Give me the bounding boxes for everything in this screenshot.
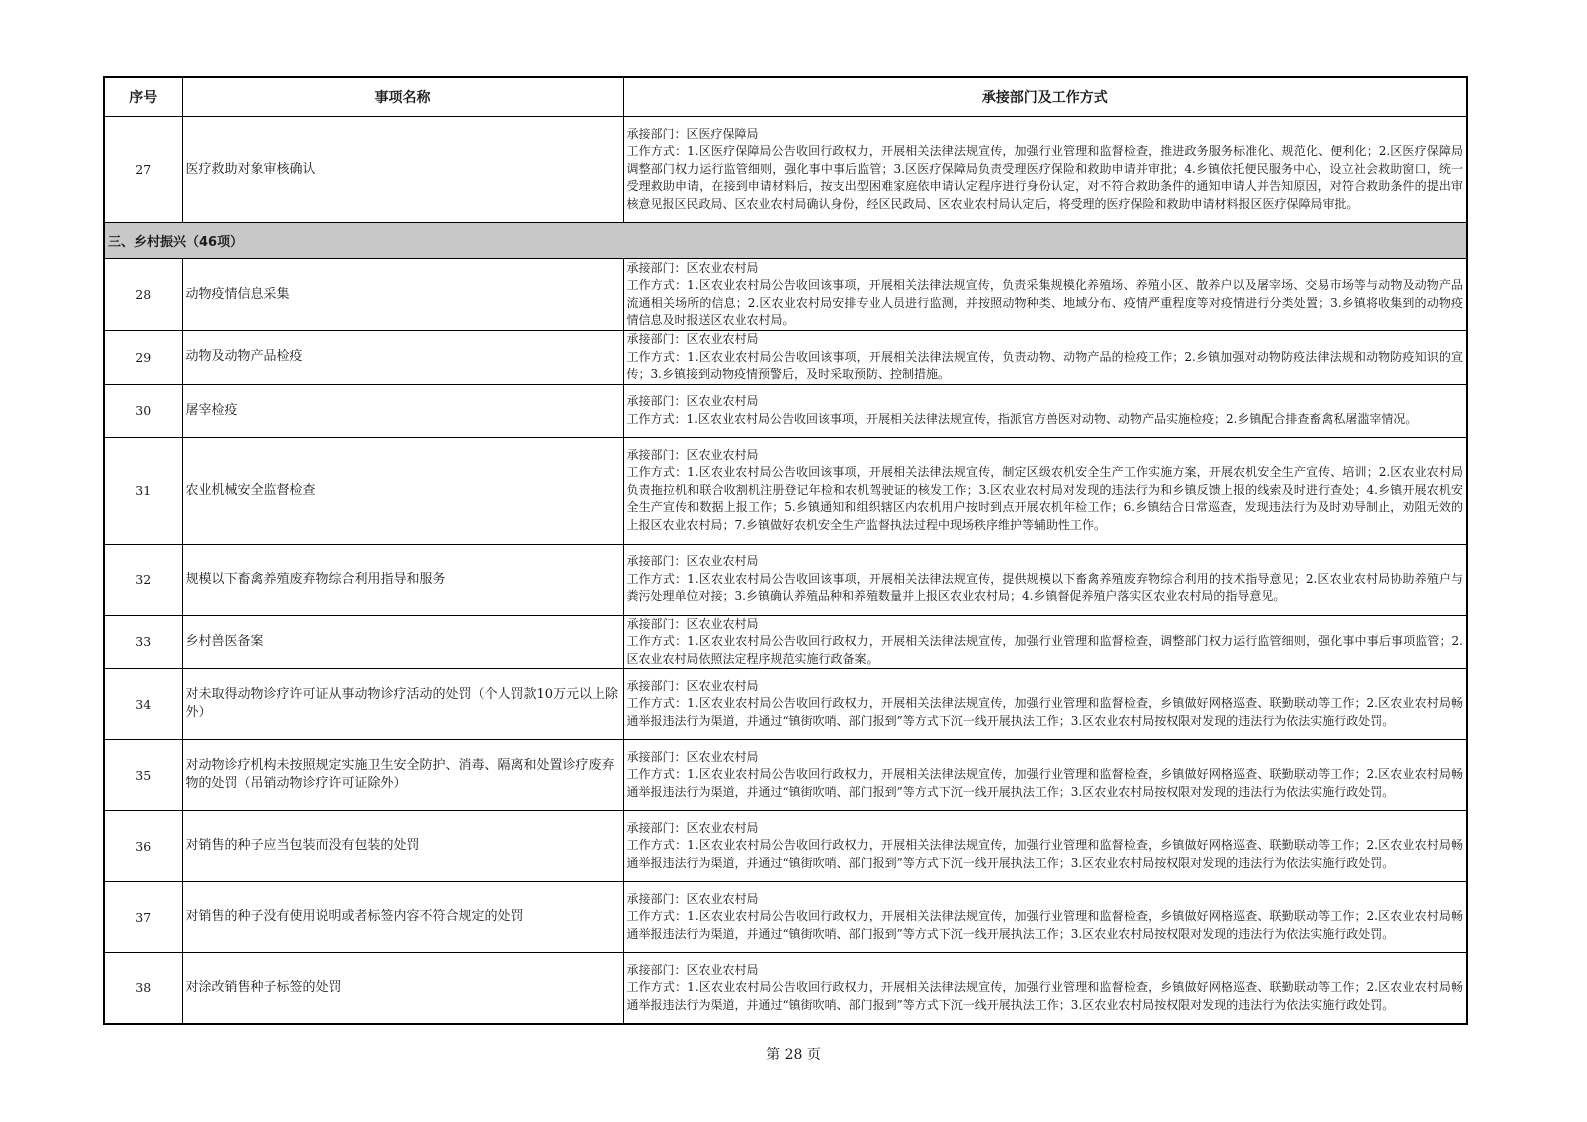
dept-method-cell [623,117,1467,223]
row-number: 29 [104,331,182,385]
method-text: 工作方式：1.区农业农村局公告收回该事项，开展相关法律法规宣传，指派官方兽医对动物、动物产品实施检疫；2.乡镇配合排查畜禽私屠滥宰情况。 [626,411,1418,426]
dept-method-cell [623,953,1467,1024]
item-name: 对涂改销售种子标签的处罚 [182,953,623,1024]
method-text: 工作方式：1.区农业农村局公告收回行政权力，开展相关法律法规宣传，加强行业管理和监督检查，乡镇做好网格巡查、联勤联动等工作；2.区农业农村局畅通举报违法行为渠道，并通过“镇街吹哨、部门报到”等方式下沉一线开展执法工作；3.区农业农村局按权限对发现的违法行为依法实施行政处罚。 [626,909,1463,941]
dept-text: 承接部门：区农业农村局 [626,678,759,693]
table-row [104,615,1467,669]
dept-text: 承接部门：区农业农村局 [626,394,759,408]
row-number: 31 [104,437,182,544]
page-number: 第 28 页 [766,1047,821,1063]
row-number: 36 [104,811,182,882]
method-text: 工作方式：1.区农业农村局公告收回行政权力，开展相关法律法规宣传，加强行业管理和监督检查，乡镇做好网格巡查、联勤联动等工作；2.区农业农村局畅通举报违法行为渠道，并通过“镇街吹哨、部门报到”等方式下沉一线开展执法工作；3.区农业农村局按权限对发现的违法行为依法实施行政处罚。 [626,696,1463,728]
dept-method-cell [623,384,1467,437]
dept-method-cell [623,437,1467,544]
table-row [104,882,1467,953]
table-row [104,740,1467,811]
table-row [104,953,1467,1024]
table-row [104,117,1467,223]
dept-method-cell [623,259,1467,331]
method-text: 工作方式：1.区农业农村局公告收回该事项，开展相关法律法规宣传，提供规模以下畜禽养殖废弃物综合利用的技术指导意见；2.区农业农村局协助养殖户与粪污处理单位对接；3.乡镇确认养殖品种和养殖数量并上报区农业农村局；4.乡镇督促养殖户落实区农业农村局的指导意见。 [626,571,1463,604]
dept-method-cell [623,544,1467,615]
table-row [104,544,1467,615]
row-number: 37 [104,882,182,953]
row-number: 30 [104,384,182,437]
header-no: 序号 [104,77,182,117]
method-text: 工作方式：1.区农业农村局公告收回行政权力，开展相关法律法规宣传，加强行业管理和监督检查，乡镇做好网格巡查、联勤联动等工作；2.区农业农村局畅通举报违法行为渠道，并通过“镇街吹哨、部门报到”等方式下沉一线开展执法工作；3.区农业农村局按权限对发现的违法行为依法实施行政处罚。 [626,767,1463,799]
row-number: 32 [104,544,182,615]
method-text: 工作方式：1.区农业农村局公告收回该事项，开展相关法律法规宣传，负责采集规模化养殖场、养殖小区、散养户以及屠宰场、交易市场等与动物及动物产品流通相关场所的信息；2.区农业农村局安排专业人员进行监测，并按照动物种类、地域分布、疫情严重程度等对疫情进行分类处置；3.乡镇将收集到的动物疫情信息及时报送区农业农村局。 [626,278,1463,327]
item-name: 医疗救助对象审核确认 [182,117,623,223]
row-number: 38 [104,953,182,1024]
table-row [104,669,1467,740]
item-name: 对未取得动物诊疗许可证从事动物诊疗活动的处罚（个人罚款10万元以上除外） [182,669,623,740]
dept-method-cell [623,615,1467,669]
item-name: 动物及动物产品检疫 [182,331,623,385]
dept-text: 承接部门：区农业农村局 [626,962,759,977]
dept-text: 承接部门：区医疗保障局 [626,126,759,141]
dept-text: 承接部门：区农业农村局 [626,749,759,764]
table-row [104,811,1467,882]
item-name: 对销售的种子应当包装而没有包装的处罚 [182,811,623,882]
policy-table [103,76,1468,1025]
row-number: 28 [104,259,182,331]
method-text: 工作方式：1.区农业农村局公告收回该事项，开展相关法律法规宣传，制定区级农机安全生产工作实施方案，开展农机安全生产宣传、培训；2.区农业农村局负责拖拉机和联合收割机注册登记年检和农机驾驶证的核发工作；3.区农业农村局对发现的违法行为和乡镇反馈上报的线索及时进行查处；4.乡镇开展农机安全生产宣传和数据上报工作；5.乡镇通知和组织辖区内农机用户按时到点开展农机年检工作；6.乡镇结合日常巡查，发现违法行为及时劝导制止，劝阻无效的上报区农业农村局；7.乡镇做好农机安全生产监督执法过程中现场秩序维护等辅助性工作。 [626,465,1463,532]
table-row [104,259,1467,331]
header-item-name: 事项名称 [182,77,623,117]
item-name: 对动物诊疗机构未按照规定实施卫生安全防护、消毒、隔离和处置诊疗废弃物的处罚（吊销动物诊疗许可证除外） [182,740,623,811]
dept-text: 承接部门：区农业农村局 [626,554,759,569]
dept-method-cell [623,740,1467,811]
dept-text: 承接部门：区农业农村局 [626,891,759,906]
dept-method-cell [623,882,1467,953]
item-name: 乡村兽医备案 [182,615,623,669]
item-name: 屠宰检疫 [182,384,623,437]
item-name: 规模以下畜禽养殖废弃物综合利用指导和服务 [182,544,623,615]
dept-text: 承接部门：区农业农村局 [626,820,759,835]
dept-text: 承接部门：区农业农村局 [626,447,759,462]
section-title: 三、乡村振兴（46项） [104,223,1467,259]
table-row [104,437,1467,544]
dept-text: 承接部门：区农业农村局 [626,332,759,346]
method-text: 工作方式：1.区农业农村局公告收回行政权力，开展相关法律法规宣传，加强行业管理和监督检查，乡镇做好网格巡查、联勤联动等工作；2.区农业农村局畅通举报违法行为渠道，并通过“镇街吹哨、部门报到”等方式下沉一线开展执法工作；3.区农业农村局按权限对发现的违法行为依法实施行政处罚。 [626,838,1463,870]
method-text: 工作方式：1.区农业农村局公告收回行政权力，开展相关法律法规宣传，加强行业管理和监督检查，乡镇做好网格巡查、联勤联动等工作；2.区农业农村局畅通举报违法行为渠道，并通过“镇街吹哨、部门报到”等方式下沉一线开展执法工作；3.区农业农村局按权限对发现的违法行为依法实施行政处罚。 [626,980,1463,1012]
row-number: 34 [104,669,182,740]
dept-text: 承接部门：区农业农村局 [626,260,759,275]
dept-method-cell [623,331,1467,385]
method-text: 工作方式：1.区农业农村局公告收回该事项，开展相关法律法规宣传，负责动物、动物产品的检疫工作；2.乡镇加强对动物防疫法律法规和动物防疫知识的宣传；3.乡镇接到动物疫情预警后，及时采取预防、控制措施。 [626,349,1463,381]
table-row [104,331,1467,385]
header-dept-method: 承接部门及工作方式 [623,77,1467,117]
item-name: 动物疫情信息采集 [182,259,623,331]
item-name: 对销售的种子没有使用说明或者标签内容不符合规定的处罚 [182,882,623,953]
row-number: 35 [104,740,182,811]
dept-method-cell [623,811,1467,882]
row-number: 33 [104,615,182,669]
table-header-row [104,77,1467,117]
item-name: 农业机械安全监督检查 [182,437,623,544]
section-row [104,223,1467,259]
row-number: 27 [104,117,182,223]
dept-text: 承接部门：区农业农村局 [626,616,759,631]
table-row [104,384,1467,437]
method-text: 工作方式：1.区医疗保障局公告收回行政权力，开展相关法律法规宣传，加强行业管理和监督检查，推进政务服务标准化、规范化、便利化；2.区医疗保障局调整部门权力运行监管细则，强化事中事后监管；3.区医疗保障局负责受理医疗保险和救助申请并审批；4.乡镇依托便民服务中心，设立社会救助窗口，统一受理救助申请，在接到申请材料后，按支出型困难家庭依申请认定程序进行身份认定，对不符合救助条件的通知申请人并告知原因，对符合救助条件的提出审核意见报区民政局、区农业农村局确认身份，经区民政局、区农业农村局认定后，将受理的医疗保险和救助申请材料报区医疗保障局审批。 [626,144,1463,211]
dept-method-cell [623,669,1467,740]
method-text: 工作方式：1.区农业农村局公告收回行政权力，开展相关法律法规宣传，加强行业管理和监督检查，调整部门权力运行监管细则，强化事中事后事项监管；2.区农业农村局依照法定程序规范实施行政备案。 [626,634,1463,666]
